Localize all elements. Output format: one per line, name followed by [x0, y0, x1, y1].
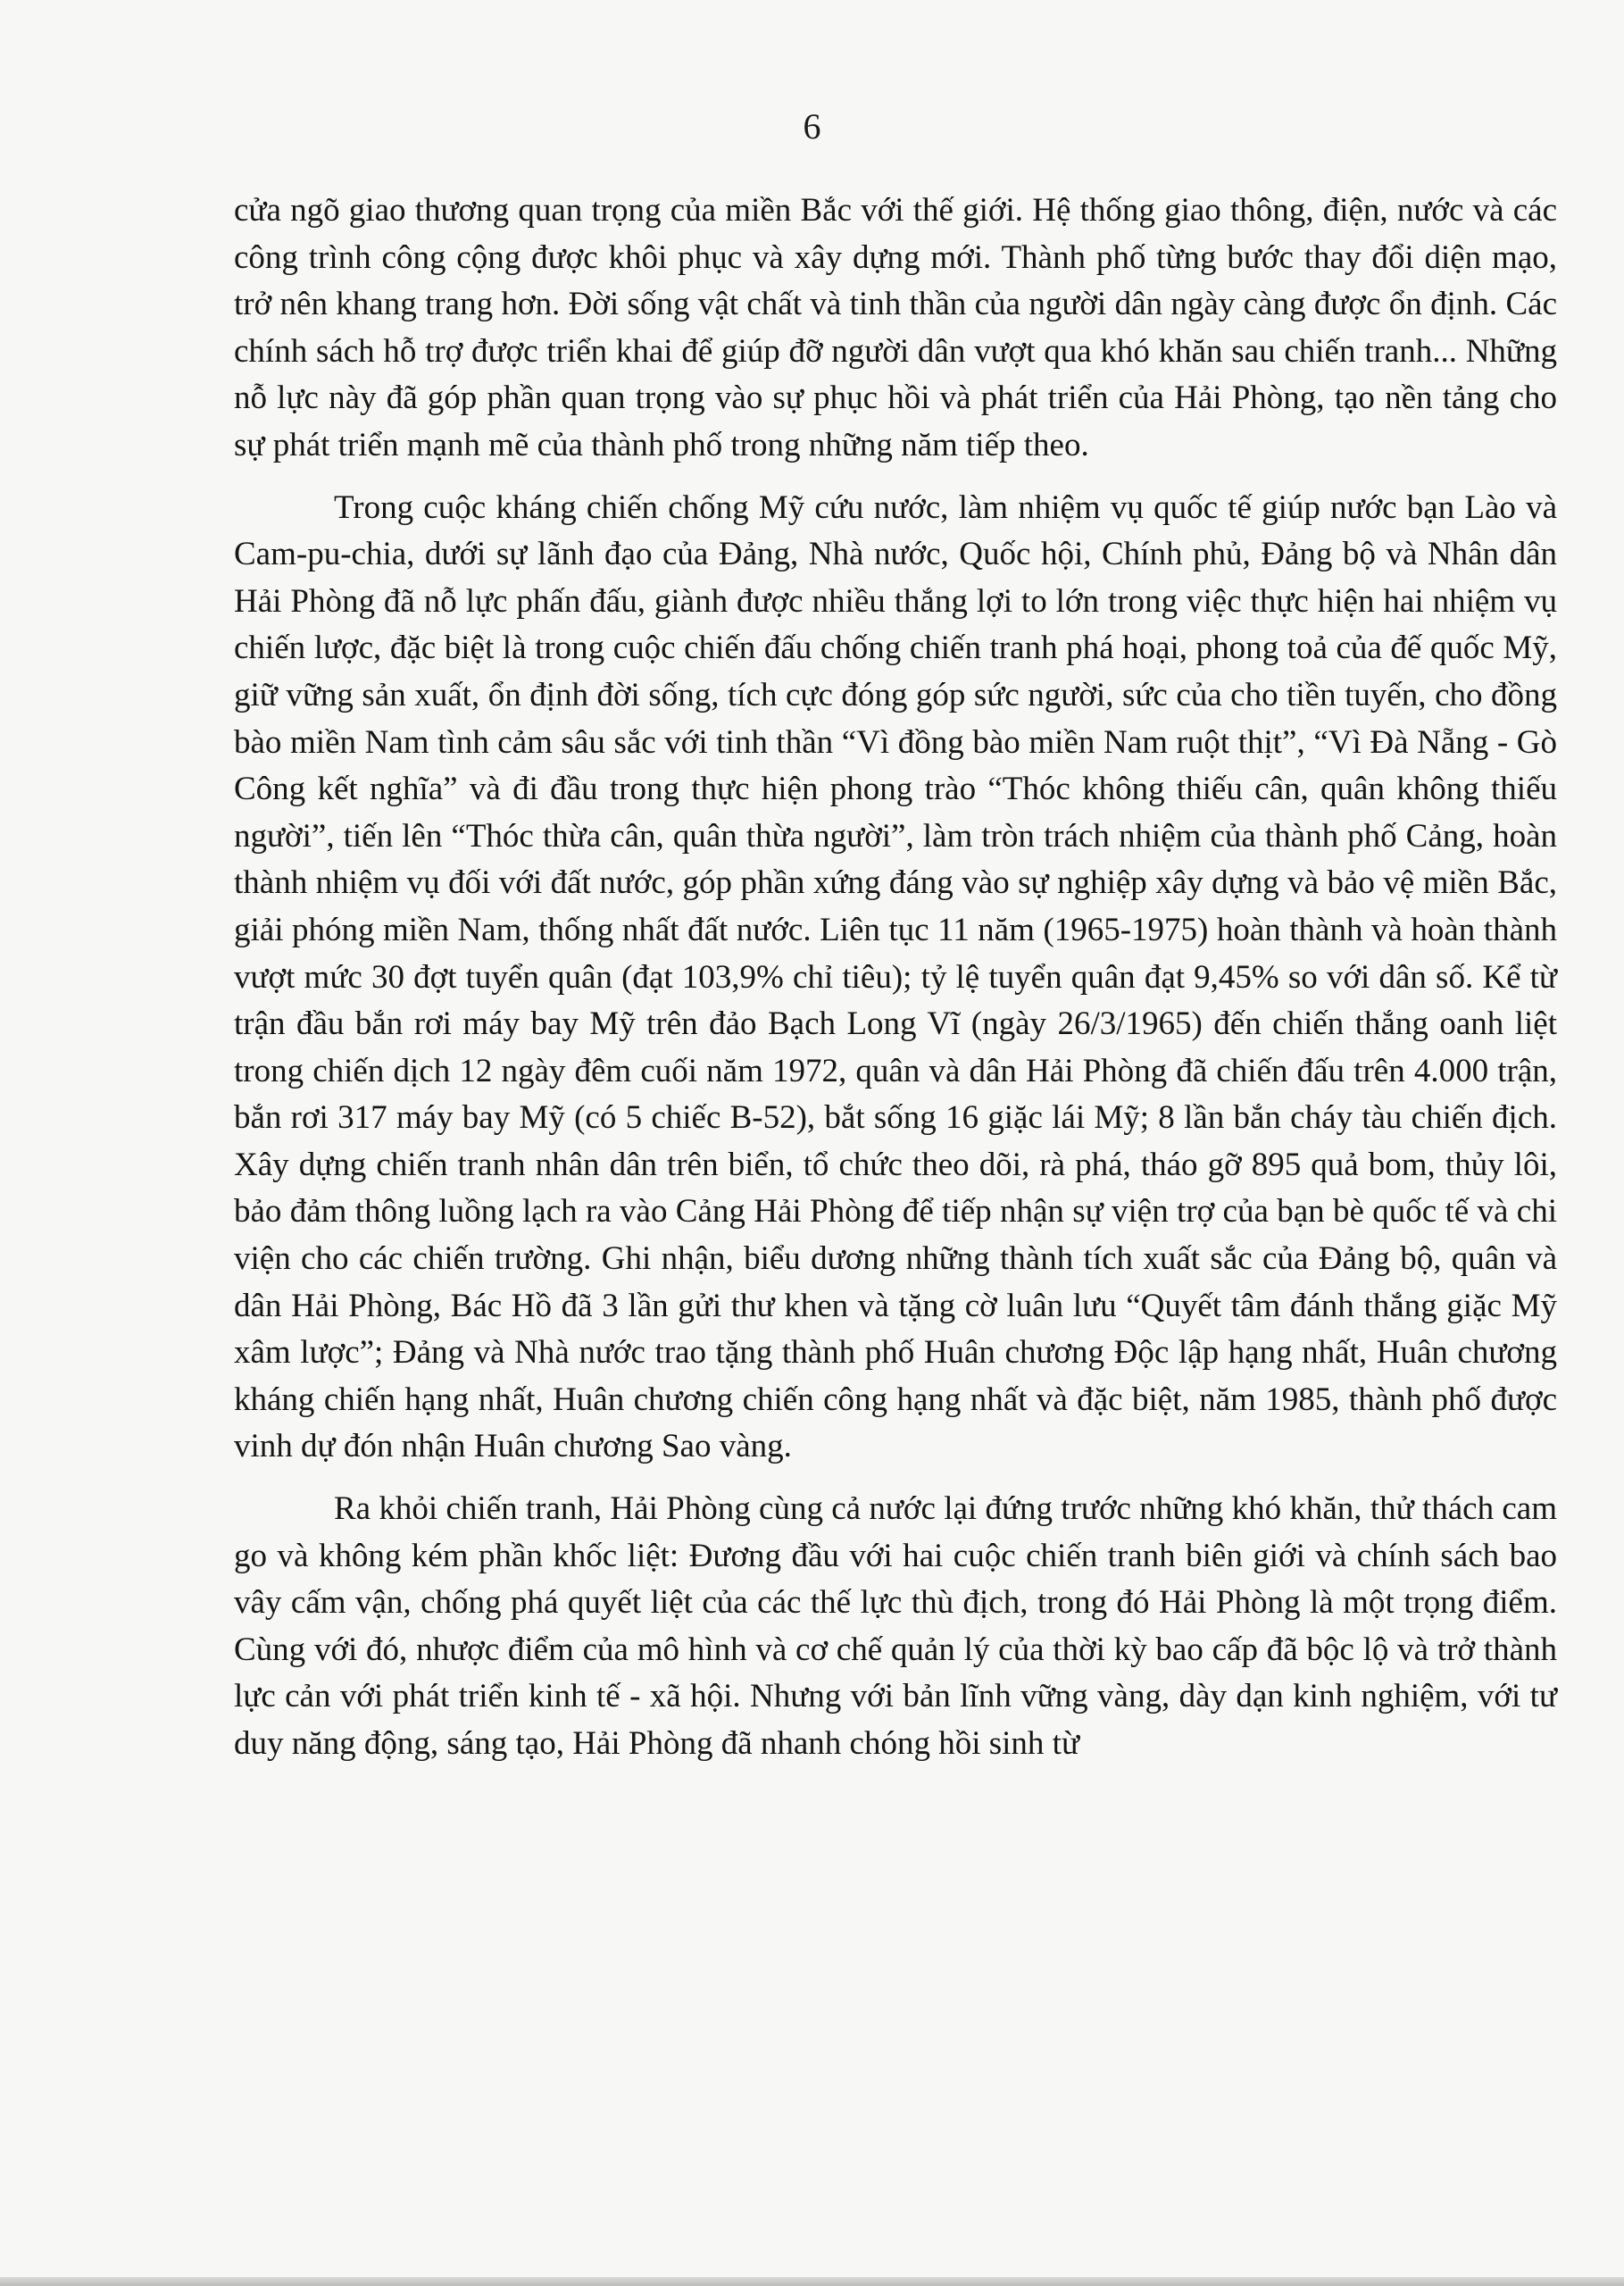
paragraph-post-war: Ra khỏi chiến tranh, Hải Phòng cùng cả nước lại đứng trước những khó khăn, thử thách cam go và không kém phần khốc liệt: Đương đầu với hai cuộc chiến tranh biên giới và chính sách bao vây cấm vận, chống phá quyết liệt của các thế lực thù địch, trong đó Hải Phòng là một trọng điểm. Cùng với đó, nhược điểm của mô hình và cơ chế quản lý của thời kỳ bao cấp đã bộc lộ và trở thành lực cản với phát triển kinh tế - xã hội. Nhưng với bản lĩnh vững vàng, dày dạn kinh nghiệm, với tư duy năng động, sáng tạo, Hải Phòng đã nhanh chóng hồi sinh từ	[234, 1490, 1557, 1762]
body-text	[234, 188, 1557, 1783]
paragraph-continued: cửa ngõ giao thương quan trọng của miền Bắc với thế giới. Hệ thống giao thông, điện, nước và các công trình công cộng được khôi phục và xây dựng mới. Thành phố từng bước thay đổi diện mạo, trở nên khang trang hơn. Đời sống vật chất và tinh thần của người dân ngày càng được ổn định. Các chính sách hỗ trợ được triển khai để giúp đỡ người dân vượt qua khó khăn sau chiến tranh... Những nỗ lực này đã góp phần quan trọng vào sự phục hồi và phát triển của Hải Phòng, tạo nền tảng cho sự phát triển mạnh mẽ của thành phố trong những năm tiếp theo.	[234, 192, 1557, 463]
scan-bottom-edge	[0, 2277, 1624, 2286]
page-number: 6	[803, 106, 821, 146]
paragraph-anti-american-war: Trong cuộc kháng chiến chống Mỹ cứu nước, làm nhiệm vụ quốc tế giúp nước bạn Lào và Cam-pu-chia, dưới sự lãnh đạo của Đảng, Nhà nước, Quốc hội, Chính phủ, Đảng bộ và Nhân dân Hải Phòng đã nỗ lực phấn đấu, giành được nhiều thắng lợi to lớn trong việc thực hiện hai nhiệm vụ chiến lược, đặc biệt là trong cuộc chiến đấu chống chiến tranh phá hoại, phong toả của đế quốc Mỹ, giữ vững sản xuất, ổn định đời sống, tích cực đóng góp sức người, sức của cho tiền tuyến, cho đồng bào miền Nam tình cảm sâu sắc với tinh thần “Vì đồng bào miền Nam ruột thịt”, “Vì Đà Nẵng - Gò Công kết nghĩa” và đi đầu trong thực hiện phong trào “Thóc không thiếu cân, quân không thiếu người”, tiến lên “Thóc thừa cân, quân thừa người”, làm tròn trách nhiệm của thành phố Cảng, hoàn thành nhiệm vụ đối với đất nước, góp phần xứng đáng vào sự nghiệp xây dựng và bảo vệ miền Bắc, giải phóng miền Nam, thống nhất đất nước. Liên tục 11 năm (1965-1975) hoàn thành và hoàn thành vượt mức 30 đợt tuyển quân (đạt 103,9% chỉ tiêu); tỷ lệ tuyển quân đạt 9,45% so với dân số. Kể từ trận đầu bắn rơi máy bay Mỹ trên đảo Bạch Long Vĩ (ngày 26/3/1965) đến chiến thắng oanh liệt trong chiến dịch 12 ngày đêm cuối năm 1972, quân và dân Hải Phòng đã chiến đấu trên 4.000 trận, bắn rơi 317 máy bay Mỹ (có 5 chiếc B-52), bắt sống 16 giặc lái Mỹ; 8 lần bắn cháy tàu chiến địch. Xây dựng chiến tranh nhân dân trên biển, tổ chức theo dõi, rà phá, tháo gỡ 895 quả bom, thủy lôi, bảo đảm thông luồng lạch ra vào Cảng Hải Phòng để tiếp nhận sự viện trợ của bạn bè quốc tế và chi viện cho các chiến trường. Ghi nhận, biểu dương những thành tích xuất sắc của Đảng bộ, quân và dân Hải Phòng, Bác Hồ đã 3 lần gửi thư khen và tặng cờ luân lưu “Quyết tâm đánh thắng giặc Mỹ xâm lược”; Đảng và Nhà nước trao tặng thành phố Huân chương Độc lập hạng nhất, Huân chương kháng chiến hạng nhất, Huân chương chiến công hạng nhất và đặc biệt, năm 1985, thành phố được vinh dự đón nhận Huân chương Sao vàng.	[234, 488, 1557, 1465]
